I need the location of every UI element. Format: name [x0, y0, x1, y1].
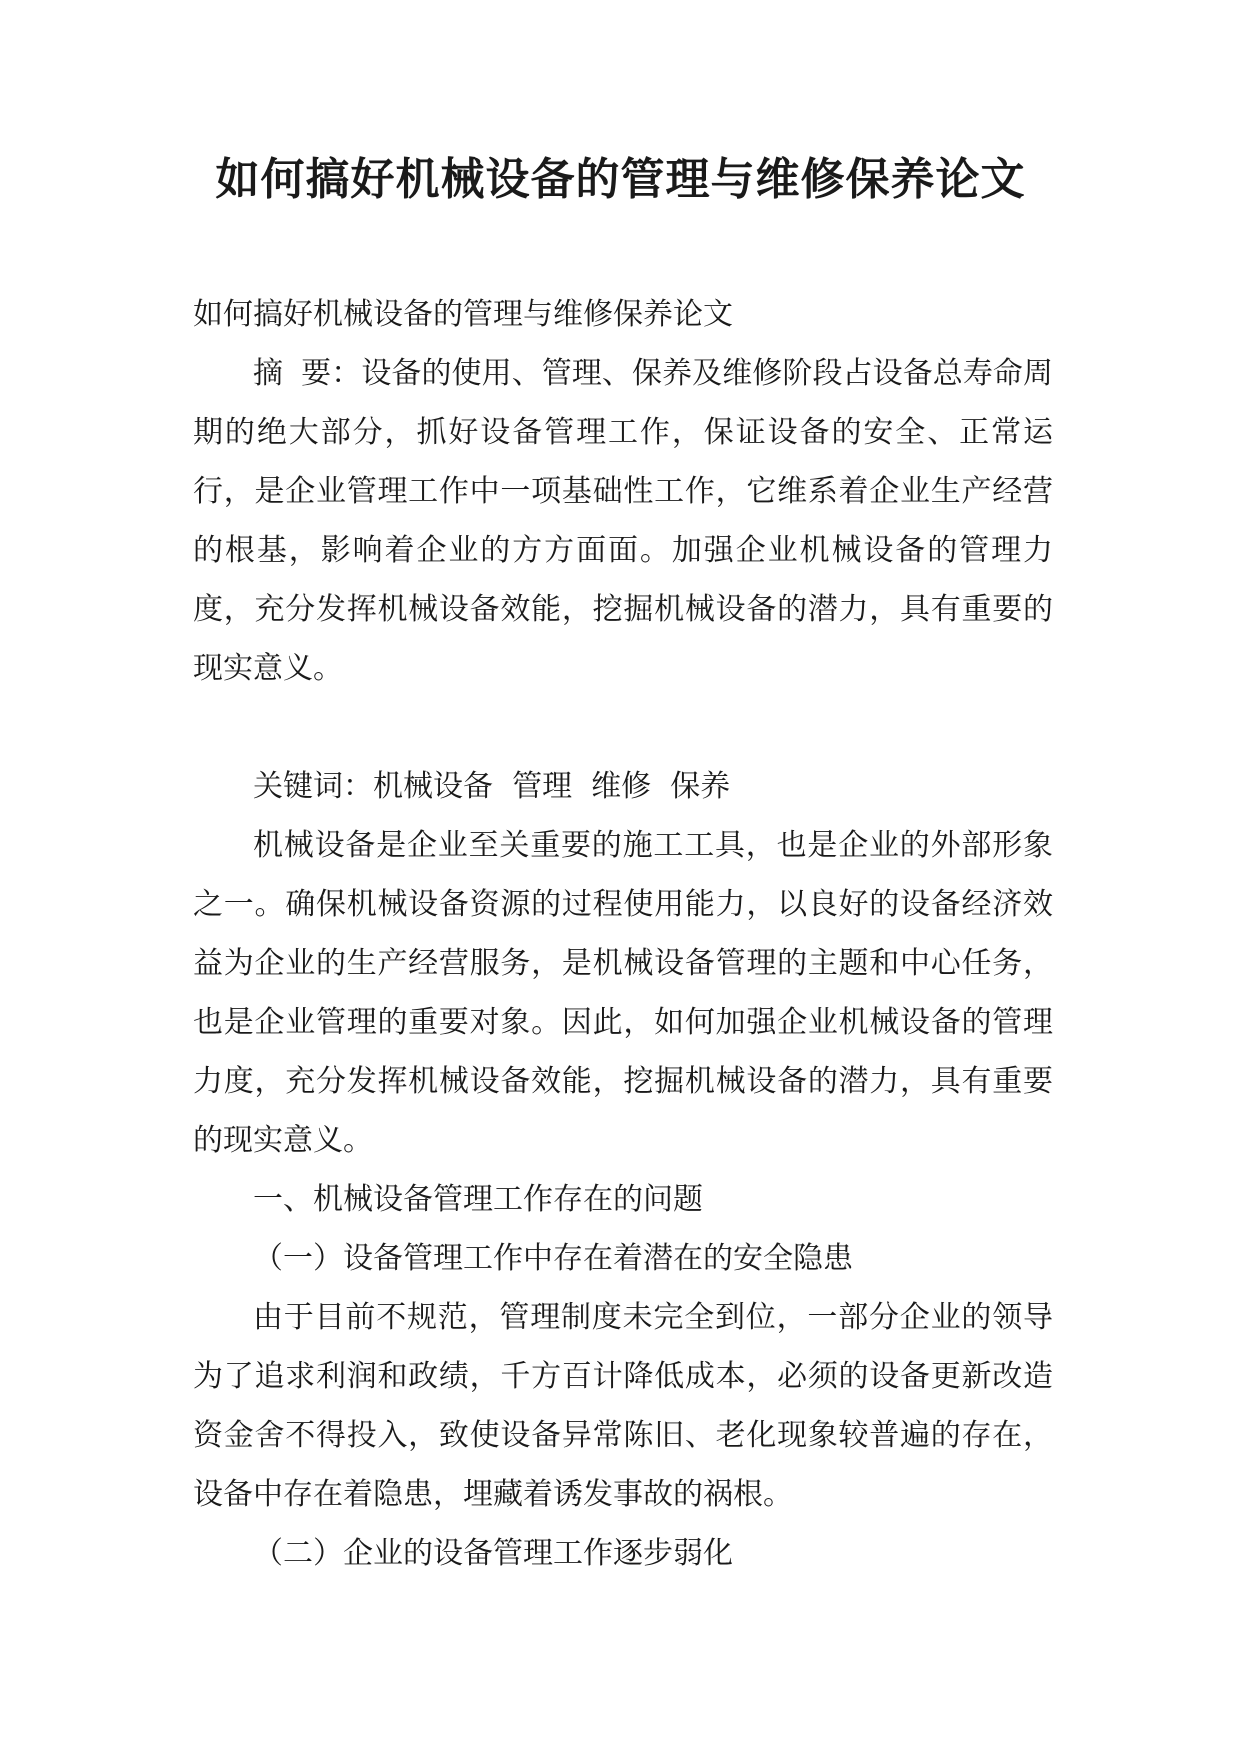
subsection-heading-2: （二）企业的设备管理工作逐步弱化 [253, 1536, 733, 1571]
keywords-line: 关键词：机械设备 管理 维修 保养 [253, 769, 731, 804]
abstract-label [253, 356, 361, 391]
abstract-label-part-2: 要： [301, 356, 362, 391]
document-body [193, 285, 1053, 1583]
intro-paragraph: 机械设备是企业至关重要的施工工具，也是企业的外部形象之一。确保机械设备资源的过程使用能力，以良好的设备经济效益为企业的生产经营服务，是机械设备管理的主题和中心任务，也是企业管理的重要对象。因此，如何加强企业机械设备的管理力度，充分发挥机械设备效能，挖掘机械设备的潜力，具有重要的现实意义。 [193, 828, 1053, 1158]
abstract-paragraph [193, 344, 1053, 698]
subsection-heading-1: （一）设备管理工作中存在着潜在的安全隐患 [253, 1241, 853, 1276]
paragraph-gap [193, 698, 1053, 757]
document-title: 如何搞好机械设备的管理与维修保养论文 [215, 154, 1026, 205]
subsection-1-paragraph: 由于目前不规范，管理制度未完全到位，一部分企业的领导为了追求利润和政绩，千方百计降低成本，必须的设备更新改造资金舍不得投入，致使设备异常陈旧、老化现象较普遍的存在，设备中存在着隐患，埋藏着诱发事故的祸根。 [193, 1300, 1053, 1512]
document-subtitle: 如何搞好机械设备的管理与维修保养论文 [193, 297, 733, 332]
section-heading-1: 一、机械设备管理工作存在的问题 [253, 1182, 703, 1217]
abstract-label-part-1: 摘 [253, 356, 284, 391]
abstract-text: 设备的使用、管理、保养及维修阶段占设备总寿命周期的绝大部分，抓好设备管理工作，保证设备的安全、正常运行，是企业管理工作中一项基础性工作，它维系着企业生产经营的根基，影响着企业的方方面面。加强企业机械设备的管理力度，充分发挥机械设备效能，挖掘机械设备的潜力，具有重要的现实意义。 [193, 356, 1054, 686]
